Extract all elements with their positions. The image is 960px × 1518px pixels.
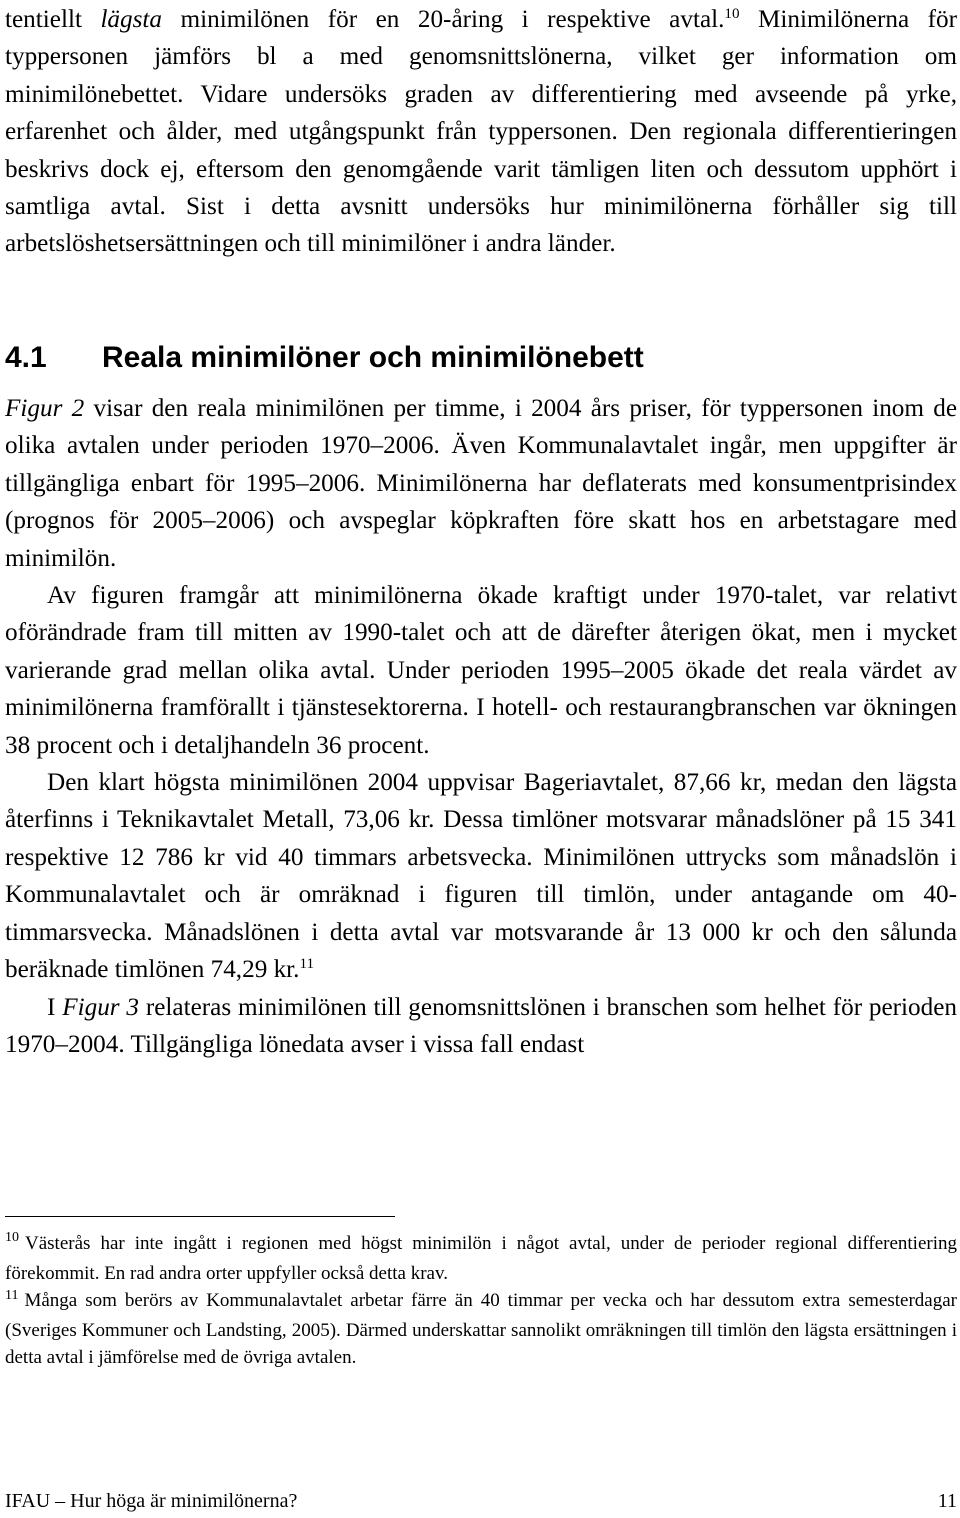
footnote-number: 10 bbox=[5, 1230, 19, 1246]
section-heading bbox=[5, 338, 644, 378]
figure-3-ref: Figur 3 bbox=[62, 993, 140, 1021]
paragraph-figure-2-text: visar den reala minimilönen per timme, i 2004 års priser, för typpersonen inom de olika avtalen under perioden 1970–2006. Även Kommunalavtalet ingår, men uppgifter är tillgängliga enbart för 1995–2006. Minimilönerna har deflaterats med konsumentprisindex (prognos för 2005–2006) och avspeglar köpkraften före skatt hos en arbetstagare med minimilön. bbox=[5, 395, 958, 572]
paragraph-highest-wage bbox=[5, 764, 957, 988]
footnotes bbox=[5, 1230, 957, 1372]
intro-italic: lägsta bbox=[100, 6, 163, 33]
footnote-number: 11 bbox=[5, 1287, 19, 1303]
intro-text-mid: minimilönen för en 20-åring i respektive avtal. bbox=[162, 6, 725, 33]
paragraph-figure-3-text: relateras minimilönen till genomsnittslönen i branschen som helhet för perioden 1970–2004. Tillgängliga lönedata avser i vissa fall endast bbox=[5, 993, 958, 1058]
footer-title: IFAU – Hur höga är minimilönerna? bbox=[5, 1490, 298, 1512]
footnote-separator bbox=[5, 1216, 395, 1217]
footnote-text: Västerås har inte ingått i regionen med högst minimilön i något avtal, under de perioder regional differentiering förekommit. En rad andra orter uppfyller också detta krav. bbox=[5, 1233, 957, 1284]
section-body bbox=[5, 390, 957, 1063]
section-number: 4.1 bbox=[5, 341, 47, 374]
page-number: 11 bbox=[937, 1490, 957, 1512]
paragraph-figure-shows: Av figuren framgår att minimilönerna ökade kraftigt under 1970-talet, var relativt oförändrade fram till mitten av 1990-talet och att de därefter återigen ökat, men i mycket varierande grad mellan olika avtal. Under perioden 1995–2005 ökade det reala värdet av minimilönerna framförallt i tjänstesektorerna. I hotell- och restaurangbranschen var ökningen 38 procent och i detaljhandeln 36 procent. bbox=[5, 582, 957, 759]
section-title: Reala minimilöner och minimilönebett bbox=[102, 341, 644, 374]
intro-text-rest: Minimilönerna för typpersonen jämförs bl a med genomsnittslönerna, vilket ger information om minimilönebettet. Vidare undersöks graden av differentiering med avseende på yrke, erfarenhet och ålder, med utgångspunkt från typpersonen. Den regionala differentieringen beskrivs dock ej, eftersom den genomgående varit tämligen liten och dessutom upphört i samtliga avtal. Sist i detta avsnitt undersöks hur minimilönerna förhåller sig till arbetslöshetsersättningen och till minimilöner i andra länder. bbox=[5, 6, 957, 258]
paragraph-highest-wage-text: Den klart högsta minimilönen 2004 uppvisar Bageriavtalet, 87,66 kr, medan den lägsta återfinns i Teknikavtalet Metall, 73,06 kr. Dessa timlöner motsvarar månadslöner på 15 341 respektive 12 786 kr vid 40 timmars arbetsvecka. Minimilönen uttrycks som månadslön i Kommunalavtalet och är omräknad i figuren till timlön, under antagande om 40-timmarsvecka. Månadslönen i detta avtal var motsvarande år 13 000 kr och den sålunda beräknade timlönen 74,29 kr. bbox=[5, 769, 957, 984]
paragraph-figure-3-start: I bbox=[47, 993, 63, 1021]
footnote-text: Många som berörs av Kommunalavtalet arbetar färre än 40 timmar per vecka och har dessutom extra semesterdagar (Sveriges Kommuner och Landsting, 2005). Därmed underskattar sannolikt omräkningen till timlön den lägsta ersättningen i detta avtal i jämförelse med de övriga avtalen. bbox=[5, 1290, 957, 1369]
intro-text-start: tentiellt bbox=[5, 6, 101, 33]
footnote-ref-10[interactable]: 10 bbox=[724, 5, 740, 22]
paragraph-figure-2 bbox=[5, 390, 957, 577]
footnote-11 bbox=[5, 1287, 957, 1372]
footnote-10 bbox=[5, 1230, 957, 1287]
intro-paragraph bbox=[5, 1, 957, 263]
paragraph-figure-3 bbox=[5, 989, 957, 1064]
footnote-ref-11[interactable]: 11 bbox=[299, 955, 315, 972]
figure-2-ref: Figur 2 bbox=[5, 395, 85, 422]
